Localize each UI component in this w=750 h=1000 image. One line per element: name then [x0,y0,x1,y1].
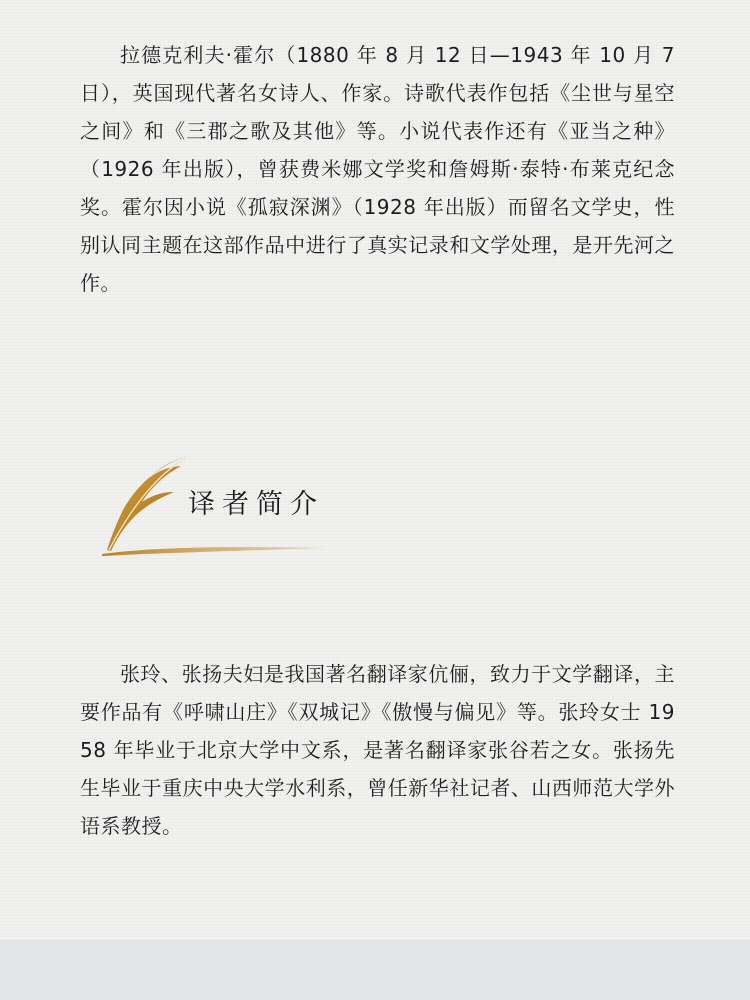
translator-section-header [96,452,336,562]
footer-band [0,940,750,1000]
author-bio-paragraph: 拉德克利夫·霍尔（1880 年 8 月 12 日—1943 年 10 月 7 日），英国现代著名女诗人、作家。诗歌代表作包括《尘世与星空之间》和《三郡之歌及其他》等。小说代表作还有《亚当之种》（1926 年出版），曾获费米娜文学奖和詹姆斯·泰特·布莱克纪念奖。霍尔因小说《孤寂深渊》（1928 年出版）而留名文学史，性别认同主题在这部作品中进行了真实记录和文学处理，是开先河之作。 [80,43,675,295]
section-title: 译者简介 [188,489,324,520]
translator-bio-paragraph: 张玲、张扬夫妇是我国著名翻译家伉俪，致力于文学翻译，主要作品有《呼啸山庄》《双城记》《傲慢与偏见》等。张玲女士 1958 年毕业于北京大学中文系，是著名翻译家张谷若之女。张扬先生毕业于重庆中央大学水利系，曾任新华社记者、山西师范大学外语系教授。 [80,662,675,838]
